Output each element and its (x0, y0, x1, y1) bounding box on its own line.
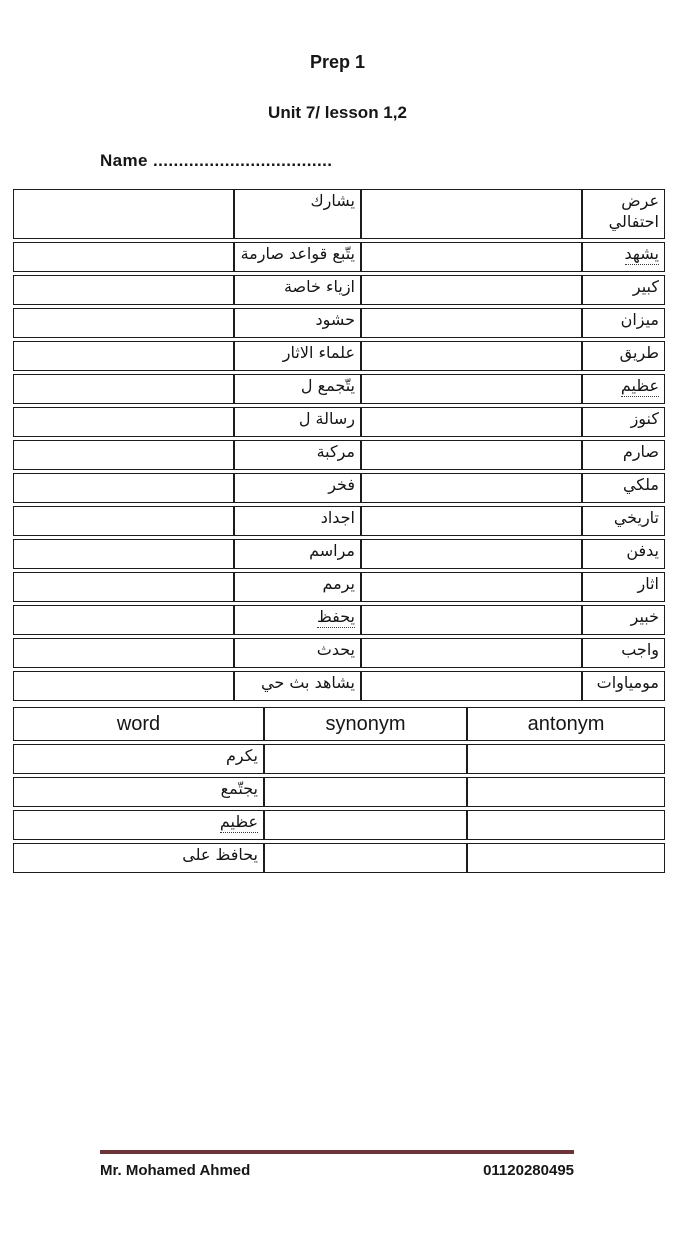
word-text: خبير (630, 607, 659, 626)
definition-cell (234, 671, 361, 701)
table-row (13, 440, 665, 470)
definition-text: يشارك (310, 191, 355, 210)
definition-text: يشاهد بث حي (261, 673, 355, 692)
blank-cell (13, 539, 234, 569)
table-row (13, 744, 665, 774)
blank-cell (361, 671, 582, 701)
definition-cell (234, 189, 361, 239)
definition-cell (234, 341, 361, 371)
word-text: ملكي (622, 475, 659, 494)
definition-cell (234, 242, 361, 272)
word-text: يشهد (624, 244, 659, 263)
definition-text: يحدث (316, 640, 355, 659)
table-row (13, 506, 665, 536)
antonym-column-header: antonym (467, 707, 665, 741)
blank-cell (361, 341, 582, 371)
table-row (13, 777, 665, 807)
synonym-blank-cell (264, 810, 467, 840)
blank-cell (13, 440, 234, 470)
blank-cell (361, 506, 582, 536)
word-cell (582, 473, 665, 503)
blank-cell (13, 473, 234, 503)
word-cell (582, 605, 665, 635)
word-text: عرض احتفالي (608, 191, 659, 231)
synonym-blank-cell (264, 843, 467, 873)
blank-cell (13, 407, 234, 437)
definition-cell (234, 440, 361, 470)
blank-cell (13, 308, 234, 338)
antonym-blank-cell (467, 777, 665, 807)
definition-cell (234, 374, 361, 404)
definition-text: فخر (328, 475, 355, 494)
definition-text: علماء الاثار (282, 343, 355, 362)
table-row (13, 374, 665, 404)
blank-cell (361, 189, 582, 239)
word-cell (582, 407, 665, 437)
blank-cell (361, 308, 582, 338)
name-label: Name ................................... (100, 151, 333, 170)
definition-text: مراسم (309, 541, 355, 560)
blank-cell (13, 275, 234, 305)
definition-cell (234, 275, 361, 305)
table-row (13, 189, 665, 239)
table-row (13, 341, 665, 371)
definition-cell (234, 638, 361, 668)
word-cell (582, 638, 665, 668)
word-cell (582, 539, 665, 569)
synonym-column-header: synonym (264, 707, 467, 741)
word-cell (582, 308, 665, 338)
blank-cell (13, 242, 234, 272)
definition-text: حشود (315, 310, 355, 329)
word-cell (582, 440, 665, 470)
blank-cell (361, 407, 582, 437)
word-text: عظيم (620, 376, 659, 395)
definition-text: يحفظ (316, 607, 355, 626)
blank-cell (361, 275, 582, 305)
word-text: واجب (621, 640, 659, 659)
blank-cell (13, 572, 234, 602)
definition-cell (234, 308, 361, 338)
blank-cell (361, 572, 582, 602)
blank-cell (13, 671, 234, 701)
word-text: كنوز (630, 409, 659, 428)
word-text: ميزان (620, 310, 659, 329)
word-cell (582, 506, 665, 536)
table-row (13, 605, 665, 635)
definition-cell (234, 407, 361, 437)
definition-cell (234, 605, 361, 635)
table-row (13, 407, 665, 437)
word-text: يكرم (225, 746, 258, 765)
phone-number: 01120280495 (483, 1162, 574, 1179)
word-cell (13, 810, 264, 840)
table-row (13, 671, 665, 701)
definition-text: مركبة (316, 442, 355, 461)
antonym-blank-cell (467, 843, 665, 873)
word-cell (582, 572, 665, 602)
word-text: مومياوات (596, 673, 659, 692)
definition-text: يتّجمع ل (300, 376, 355, 395)
lesson-subtitle: Unit 7/ lesson 1,2 (268, 103, 407, 122)
word-text: اثار (637, 574, 659, 593)
definition-cell (234, 572, 361, 602)
table-row (13, 843, 665, 873)
definition-text: ازياء خاصة (283, 277, 355, 296)
table-row (13, 539, 665, 569)
word-text: كبير (632, 277, 659, 296)
word-text: يجتّمع (220, 779, 258, 798)
page-footer (100, 1150, 574, 1179)
word-cell (582, 242, 665, 272)
blank-cell (361, 605, 582, 635)
antonym-blank-cell (467, 810, 665, 840)
blank-cell (13, 374, 234, 404)
table-row (13, 275, 665, 305)
word-cell (582, 189, 665, 239)
definition-cell (234, 506, 361, 536)
word-cell (13, 843, 264, 873)
exercise-table (13, 704, 665, 876)
footer-divider (100, 1150, 574, 1154)
antonym-blank-cell (467, 744, 665, 774)
word-cell (582, 374, 665, 404)
synonym-blank-cell (264, 744, 467, 774)
word-text: يحافظ على (182, 845, 258, 864)
word-cell (13, 777, 264, 807)
header-row (13, 707, 665, 741)
blank-cell (13, 638, 234, 668)
blank-cell (361, 638, 582, 668)
word-cell (582, 275, 665, 305)
blank-cell (13, 605, 234, 635)
word-cell (582, 671, 665, 701)
definition-text: يتّبع قواعد صارمة (240, 244, 355, 263)
table-row (13, 308, 665, 338)
word-text: صارم (622, 442, 659, 461)
definition-cell (234, 473, 361, 503)
table-row (13, 810, 665, 840)
word-cell (13, 744, 264, 774)
word-text: عظيم (219, 812, 258, 831)
vocab-table (13, 186, 665, 704)
word-cell (582, 341, 665, 371)
word-text: يدفن (626, 541, 659, 560)
blank-cell (361, 440, 582, 470)
table-row (13, 242, 665, 272)
blank-cell (13, 189, 234, 239)
page-title: Prep 1 (309, 52, 366, 72)
blank-cell (361, 539, 582, 569)
table-row (13, 638, 665, 668)
blank-cell (13, 506, 234, 536)
synonym-blank-cell (264, 777, 467, 807)
word-column-header: word (13, 707, 264, 741)
teacher-name: Mr. Mohamed Ahmed (100, 1162, 251, 1179)
blank-cell (361, 374, 582, 404)
blank-cell (13, 341, 234, 371)
word-text: تاريخي (613, 508, 659, 527)
definition-cell (234, 539, 361, 569)
definition-text: يرمم (322, 574, 355, 593)
definition-text: اجداد (320, 508, 355, 527)
definition-text: رسالة ل (298, 409, 355, 428)
table-row (13, 572, 665, 602)
word-text: طريق (619, 343, 659, 362)
blank-cell (361, 242, 582, 272)
blank-cell (361, 473, 582, 503)
table-row (13, 473, 665, 503)
